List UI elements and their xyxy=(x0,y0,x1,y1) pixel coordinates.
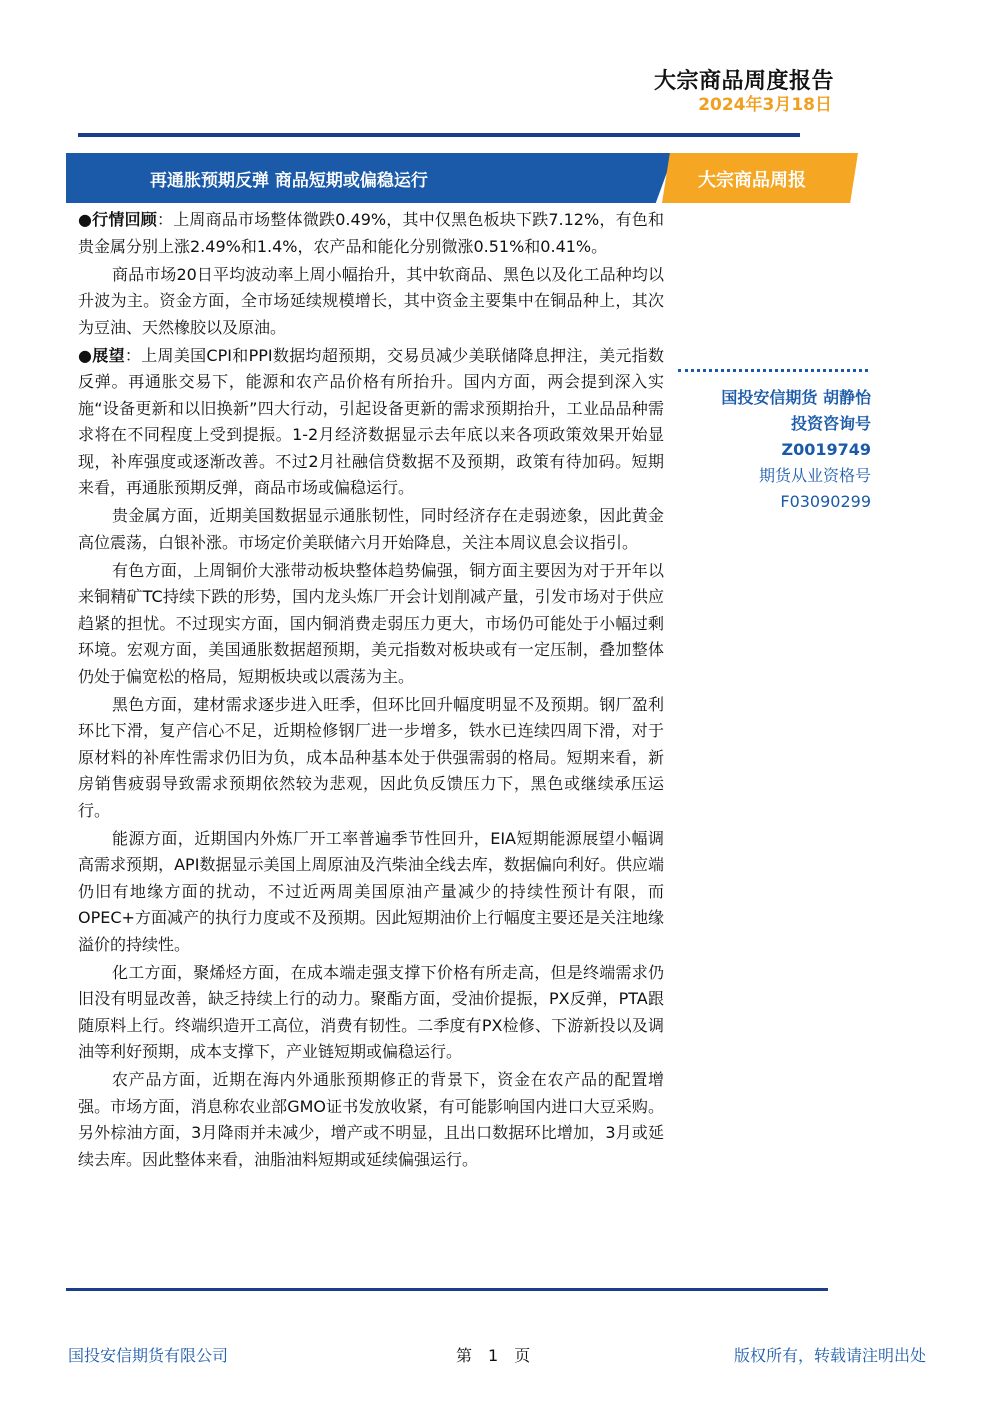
outlook-heading: ●展望 xyxy=(78,345,125,365)
report-title: 大宗商品周度报告 xyxy=(653,69,834,94)
volatility-paragraph: 商品市场20日平均波动率上周小幅抬升，其中软商品、黑色以及化工品种均以升波为主。资金方面，全市场延续规模增长，其中资金主要集中在铜品种上，其次为豆油、天然橡胶以及原油。 xyxy=(78,264,664,337)
company-author: 国投安信期货 胡静怡 xyxy=(721,388,871,407)
market-review-heading: ●行情回顾 xyxy=(78,210,157,229)
agriculture-paragraph: 农产品方面，近期在海内外通胀预期修正的背景下，资金在农产品的配置增强。市场方面，消息称农业部GMO证书发放收紧，有可能影响国内进口大豆采购。另外棕油方面，3月降雨并未减少，增产或不明显，且出口数据环比增加，3月或延续去库。因此整体来看，油脂油料短期或延续偏强运行。 xyxy=(78,1070,664,1169)
banner-category-tag: 大宗商品周报 xyxy=(698,170,806,191)
header-divider xyxy=(78,133,800,137)
footer-company: 国投安信期货有限公司 xyxy=(68,1346,229,1365)
report-date: 2024年3月18日 xyxy=(698,95,832,115)
banner-title: 再通胀预期反弹 商品短期或偏稳运行 xyxy=(150,171,428,191)
page-number xyxy=(456,1343,546,1366)
chemicals-paragraph: 化工方面，聚烯烃方面，在成本端走强支撑下价格有所走高，但是终端需求仍旧没有明显改善，缺乏持续上行的动力。聚酯方面，受油价提振，PX反弹，PTA跟随原料上行。终端织造开工高位，消费有韧性。二季度有PX检修、下游新投以及调油等利好预期，成本支撑下，产业链短期或偏稳运行。 xyxy=(78,962,664,1061)
precious-metals-paragraph: 贵金属方面，近期美国数据显示通胀韧性，同时经济存在走弱迹象，因此黄金高位震荡，白银补涨。市场定价美联储六月开始降息，关注本周议息会议指引。 xyxy=(78,506,664,552)
outlook-text: ：上周美国CPI和PPI数据均超预期，交易员减少美联储降息押注，美元指数反弹。再通胀交易下，能源和农产品价格有所抬升。国内方面，两会提到深入实施“设备更新和以旧换新”四大行动，引起设备更新的需求预期抬升，工业品品种需求将在不同程度上受到提振。1-2月经济数据显示去年底以来各项政策效果开始显现，补库强度或逐渐改善。不过2月社融信贷数据不及预期，政策有待加码。短期来看，再通胀预期反弹，商品市场或偏稳运行。 xyxy=(78,345,664,497)
outlook-paragraph xyxy=(78,343,664,502)
consult-label: 投资咨询号 xyxy=(790,414,871,433)
ferrous-paragraph: 黑色方面，建材需求逐步进入旺季，但环比回升幅度明显不及预期。钢厂盈利环比下滑，复产信心不足，近期检修钢厂进一步增多，铁水已连续四周下滑，对于原材料的补库性需求仍旧为负，成本品种基本处于供强需弱的格局。短期来看，新房销售疲弱导致需求预期依然较为悲观，因此负反馈压力下，黑色或继续承压运行。 xyxy=(78,694,664,820)
energy-paragraph: 能源方面，近期国内外炼厂开工率普遍季节性回升，EIA短期能源展望小幅调高需求预期，API数据显示美国上周原油及汽柴油全线去库，数据偏向利好。供应端仍旧有地缘方面的扰动，不过近两周美国原油产量减少的持续性预计有限，而OPEC+方面减产的执行力度或不及预期。因此短期油价上行幅度主要还是关注地缘溢价的持续性。 xyxy=(78,828,664,954)
page-suffix: 页 xyxy=(514,1346,531,1365)
analyst-info xyxy=(721,385,871,515)
sidebar-dotted-divider xyxy=(678,369,868,372)
qualification-label: 期货从业资格号 xyxy=(758,466,871,485)
report-body xyxy=(78,207,664,1175)
page-num: 1 xyxy=(488,1346,499,1365)
page-prefix: 第 xyxy=(456,1346,473,1365)
footer-divider xyxy=(66,1288,828,1291)
qualification-number: F03090299 xyxy=(780,492,871,511)
market-review-paragraph xyxy=(78,207,664,260)
footer-copyright: 版权所有，转载请注明出处 xyxy=(733,1346,926,1365)
nonferrous-paragraph: 有色方面，上周铜价大涨带动板块整体趋势偏强，铜方面主要因为对于开年以来铜精矿TC持续下跌的形势，国内龙头炼厂开会计划削减产量，引发市场对于供应趋紧的担忧。不过现实方面，国内铜消费走弱压力更大，市场仍可能处于小幅过剩环境。宏观方面，美国通胀数据超预期，美元指数对板块或有一定压制，叠加整体仍处于偏宽松的格局，短期板块或以震荡为主。 xyxy=(78,560,664,686)
market-review-text: ：上周商品市场整体微跌0.49%，其中仅黑色板块下跌7.12%，有色和贵金属分别上涨2.49%和1.4%，农产品和能化分别微涨0.51%和0.41%。 xyxy=(78,210,664,256)
consult-number: Z0019749 xyxy=(781,440,871,459)
